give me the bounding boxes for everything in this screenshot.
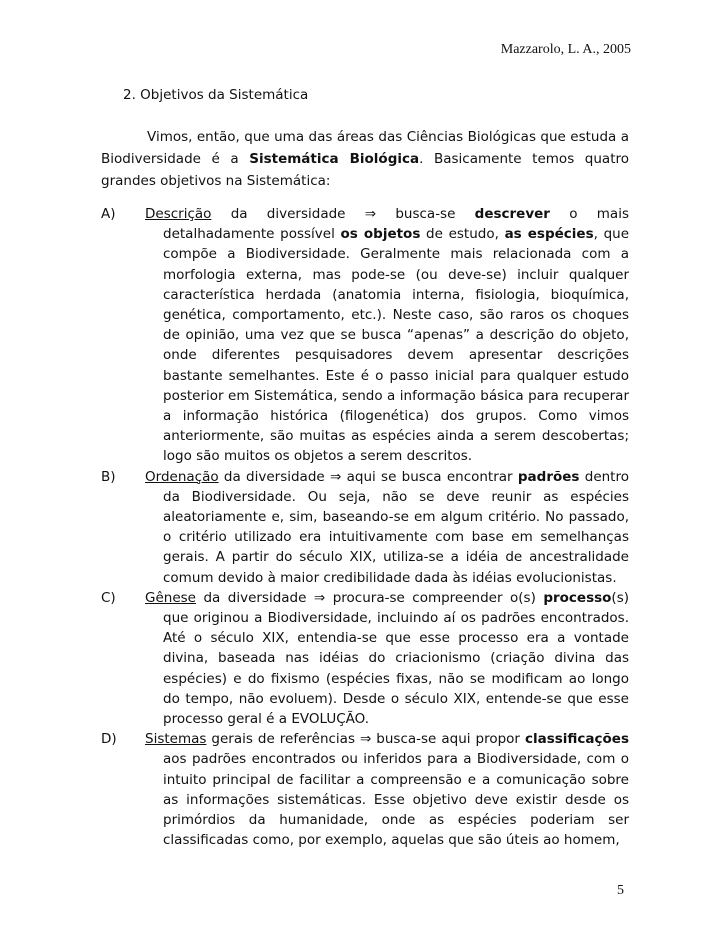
item-text-part: gerais de referências: [206, 731, 360, 748]
implies-arrow-icon: ⇒: [359, 731, 372, 748]
item-text-part: da diversidade: [218, 468, 330, 485]
item-text-part: dentro da Biodiversidade. Ou seja, não se deve reunir as espécies aleatoriamente e, sim, baseando-se em algum critério. No passado, o critério utilizado era intuitivamente com base em semelhanças gerais. A partir do século XIX, utiliza-se a idéia de ancestralidade comum devido à maior credibilidade dada às idéias evolucionistas.: [163, 468, 629, 586]
item-term: Sistemas: [145, 731, 207, 748]
objectives-list: [101, 204, 629, 851]
item-text-part: da diversidade: [211, 206, 365, 222]
intro-bold-term: Sistemática Biológica: [249, 151, 420, 168]
item-text-part: (s) que originou a Biodiversidade, incluindo aí os padrões encontrados. Até o século XIX, entendia-se que esse processo era a vontade divina, baseada nas idéias do criacionismo (criação divina das espécies) e do fixismo (espécies fixas, não se modificam ao longo do tempo, não evoluem). Desde o século XIX, entende-se que esse processo geral é a EVOLUÇÃO.: [163, 589, 629, 728]
item-marker: C): [101, 589, 116, 606]
implies-arrow-icon: ⇒: [364, 206, 377, 222]
item-bold: classificações: [524, 731, 629, 748]
item-term: Descrição: [145, 206, 212, 222]
item-text-part: o mais detalhadamente possível: [163, 206, 629, 243]
item-text-part: busca-se: [376, 206, 475, 222]
item-bold: os objetos: [340, 226, 421, 243]
objective-item-c: [101, 588, 629, 729]
objective-item-d: [101, 729, 629, 850]
item-term: Gênese: [145, 589, 196, 606]
item-text: [145, 588, 629, 729]
intro-text: Vimos, então, que uma das áreas das Ciências Biológicas que estuda a Biodiversidade é a: [101, 129, 629, 168]
item-marker: D): [101, 731, 117, 748]
implies-arrow-icon: ⇒: [313, 589, 326, 606]
section-title: 2. Objetivos da Sistemática: [123, 87, 309, 103]
page-number: 5: [617, 883, 624, 898]
item-text-part: aos padrões encontrados ou inferidos para a Biodiversidade, com o intuito principal de facilitar a compreensão e a comunicação sobre as informações sistemáticas. Esse objetivo deve existir desde os primórdios da humanidade, onde as espécies poderiam ser classificadas como, por exemplo, aquelas que são úteis ao homem,: [163, 751, 629, 849]
item-bold: as espécies: [504, 226, 594, 243]
item-term: Ordenação: [145, 468, 219, 485]
intro-paragraph: [101, 126, 629, 193]
item-text-part: da diversidade: [195, 589, 314, 606]
intro-text: . Basicamente temos quatro grandes objetivos na Sistemática:: [101, 151, 630, 190]
item-text: [145, 467, 629, 588]
item-marker: B): [101, 468, 116, 485]
item-text-part: , que compõe a Biodiversidade. Geralmente mais relacionada com a morfologia externa, mas pode-se (ou deve-se) incluir qualquer característica herdada (anatomia interna, fisiologia, bioquímica, genética, comportamento, etc.). Neste caso, são raros os choques de opinião, uma vez que se busca “apenas” a descrição do objeto, onde diferentes pesquisadores devem apresentar descrições bastante semelhantes. Este é o passo inicial para qualquer estudo posterior em Sistemática, sendo a informação básica para recuperar a informação histórica (filogenética) dos grupos. Como vimos anteriormente, são muitas as espécies ainda a serem descobertas; logo são muitos os objetos a serem descritos.: [163, 226, 630, 465]
implies-arrow-icon: ⇒: [330, 468, 342, 485]
item-text-part: de estudo,: [420, 226, 505, 243]
page-header-citation: Mazzarolo, L. A., 2005: [500, 42, 631, 57]
item-text-part: procura-se compreender o(s): [325, 589, 544, 606]
objective-item-b: [101, 467, 629, 588]
objective-item-a: [101, 204, 629, 467]
item-bold: processo: [543, 589, 612, 606]
item-text-part: busca-se aqui propor: [371, 731, 525, 748]
item-text-part: aqui se busca encontrar: [341, 468, 518, 485]
item-text: [145, 204, 629, 467]
item-marker: A): [101, 206, 116, 222]
item-text: [145, 729, 629, 850]
item-bold: padrões: [517, 468, 580, 485]
item-bold: descrever: [474, 206, 550, 222]
